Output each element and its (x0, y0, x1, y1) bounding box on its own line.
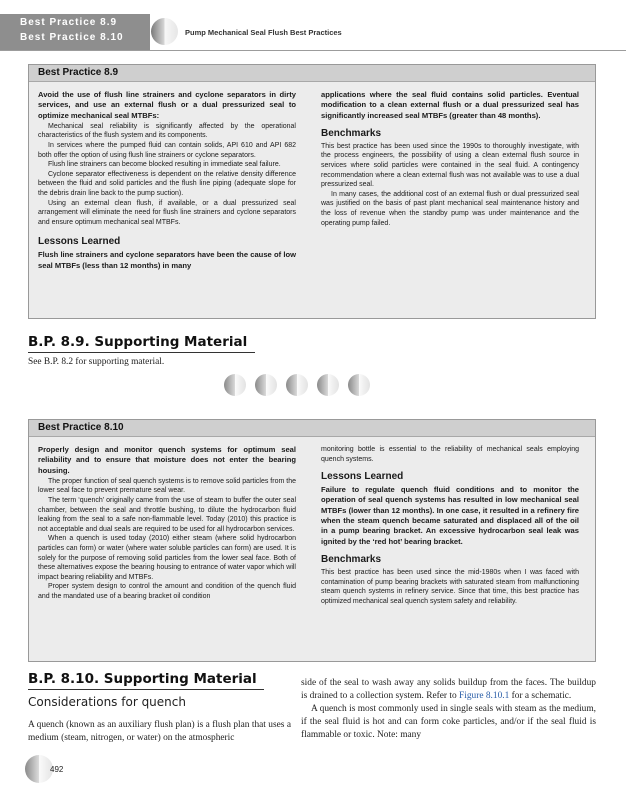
chapter-tab-line2: Best Practice 8.10 (20, 32, 124, 43)
paragraph: This best practice has been used since the mid-1980s when I was faced with contamination of pump bearing brackets with saturated steam from malfunctioning steam quench systems in refinery service. Since that time, this best practice has optimized mechanical seal quench system safety and reliability. (321, 568, 579, 605)
separator-dot-icon (224, 374, 246, 396)
paragraph: Flush line strainers can become blocked resulting in immediate seal failure. (48, 161, 281, 169)
section-subtitle: Considerations for quench (28, 695, 186, 709)
lessons-learned-heading: Lessons Learned (321, 471, 404, 483)
section-title: B.P. 8.9. Supporting Material (28, 334, 248, 350)
separator-dot-icon (286, 374, 308, 396)
paragraph: When a quench is used today (2010) either steam (where solid hydrocarbon particles can form) or water (where water soluble particles can form) are used. It is solely for the purpose of removing solid particles from the lower seal face. Both of these alternatives expose the bearing housing to entrance of water vapor which will impact bearing reliability and MTBFs. (38, 535, 296, 581)
text-run: side of the seal to wash away any solids buildup from the faces. The buildup is drained to a collection system. Refer to (301, 678, 596, 701)
header-circle-icon (151, 18, 178, 45)
body-text-right (301, 677, 596, 742)
section-rule (28, 352, 255, 353)
lessons-learned-heading: Lessons Learned (38, 236, 121, 248)
section-rule (28, 689, 264, 690)
chapter-tab (0, 14, 150, 50)
box-left-column (38, 445, 296, 602)
box-heading: Best Practice 8.9 (29, 65, 595, 82)
best-practice-8-10-box (28, 419, 596, 662)
paragraph: In services where the pumped fluid can contain solids, API 610 and API 682 both offer the option of using flush line strainers or cyclone separators. (38, 142, 296, 159)
chapter-tab-line1: Best Practice 8.9 (20, 17, 118, 28)
lead-statement: Avoid the use of flush line strainers and cyclone separators in dirty services, and use an external flush or a dual pressurized seal to optimize mechanical seal MTBFs: (38, 90, 296, 120)
box-heading: Best Practice 8.10 (29, 420, 595, 437)
paragraph: This best practice has been used since the 1990s to thoroughly investigate, with the process engineers, the possibility of using a clean external flush source in services where solid particles were contained in the seal fluid. A contingency recommendation where a clean external flush was not available was to use a dual pressurized seal. (321, 142, 579, 189)
section-title: B.P. 8.10. Supporting Material (28, 671, 257, 687)
lead-statement: Properly design and monitor quench systems for optimum seal reliability and to ensure that moisture does not enter the bearing housing. (38, 445, 296, 475)
paragraph: Using an external clean flush, if available, or a dual pressurized seal arrangement will eliminate the need for flush line strainers and cyclone separators and ensure optimum mechanical seal MTBFs. (38, 199, 296, 226)
box-right-column (321, 90, 579, 228)
section-separator-dots (224, 374, 384, 400)
paragraph: In many cases, the additional cost of an external flush or dual pressurized seal was justified on the basis of past plant mechanical seal maintenance history and the loss of revenue when the standby pump was under maintenance and the operating pump failed. (321, 190, 579, 227)
paragraph: The term ‘quench’ originally came from the use of steam to buffer the outer seal chamber, between the seal and throttle bushing, to dilute the hydrocarbon fluid leaking from the seal to a safe non-flammable level. Today (2010) this practice is not acceptable and dual seals are required to be used for all hydrocarbon services. (38, 497, 296, 533)
benchmarks-heading: Benchmarks (321, 553, 382, 565)
paragraph: Cyclone separator effectiveness is dependent on the relative density difference between the fluid and solid particles and the flush line piping (adequate slope for the debris drain line back to the pump suction). (38, 170, 296, 198)
separator-dot-icon (348, 374, 370, 396)
separator-dot-icon (317, 374, 339, 396)
page-number: 492 (50, 765, 64, 774)
section-text: See B.P. 8.2 for supporting material. (28, 357, 165, 367)
paragraph: A quench (known as an auxiliary flush plan) is a flush plan that uses a medium (steam, nitrogen, or water) on the atmospheric (28, 720, 291, 743)
box-right-column (321, 445, 579, 606)
paragraph: Mechanical seal reliability is significantly affected by the operational characteristics of the flush system and its components. (38, 122, 296, 140)
lessons-learned-text: Failure to regulate quench fluid conditions and to monitor the operation of seal quench systems has resulted in low mechanical seal MTBFs (lower than 12 months). In one case, it resulted in a refinery fire when the steam quench became saturated and displaced all of the oil in a pump bearing bracket. An excessive hydrocarbon seal leak was ignited by the ‘red hot’ bearing bracket. (321, 485, 579, 546)
paragraph: A quench is most commonly used in single seals with steam as the medium, if the seal fluid is hot and can form coke particles, and/or if the seal fluid is flammable or toxic. Note: many (301, 704, 596, 740)
body-text-left (28, 719, 291, 745)
benchmarks-heading: Benchmarks (321, 127, 382, 139)
header-divider (0, 50, 626, 51)
lessons-learned-text: Flush line strainers and cyclone separators have been the cause of low seal MTBFs (less than 12 months) in many (38, 250, 296, 270)
lead-continuation: applications where the seal fluid contains solid particles. Eventual modification to a clean external flush or a dual pressurized seal has significantly increased seal MTBFs (greater than 48 months). (321, 90, 579, 120)
paragraph (301, 677, 596, 703)
page-number-circle-icon (25, 755, 53, 783)
paragraph-continuation: monitoring bottle is essential to the reliability of mechanical seals employing quench systems. (321, 446, 579, 463)
running-header-title: Pump Mechanical Seal Flush Best Practices (185, 28, 342, 37)
separator-dot-icon (255, 374, 277, 396)
paragraph: Proper system design to control the amount and condition of the quench fluid and the mandated use of a bearing bracket oil condition (38, 583, 296, 601)
figure-link[interactable]: Figure 8.10.1 (459, 691, 510, 701)
best-practice-8-9-box (28, 64, 596, 319)
box-left-column (38, 90, 296, 271)
text-run: for a schematic. (509, 691, 572, 701)
paragraph: The proper function of seal quench systems is to remove solid particles from the lower seal face to prevent premature seal wear. (38, 477, 296, 495)
